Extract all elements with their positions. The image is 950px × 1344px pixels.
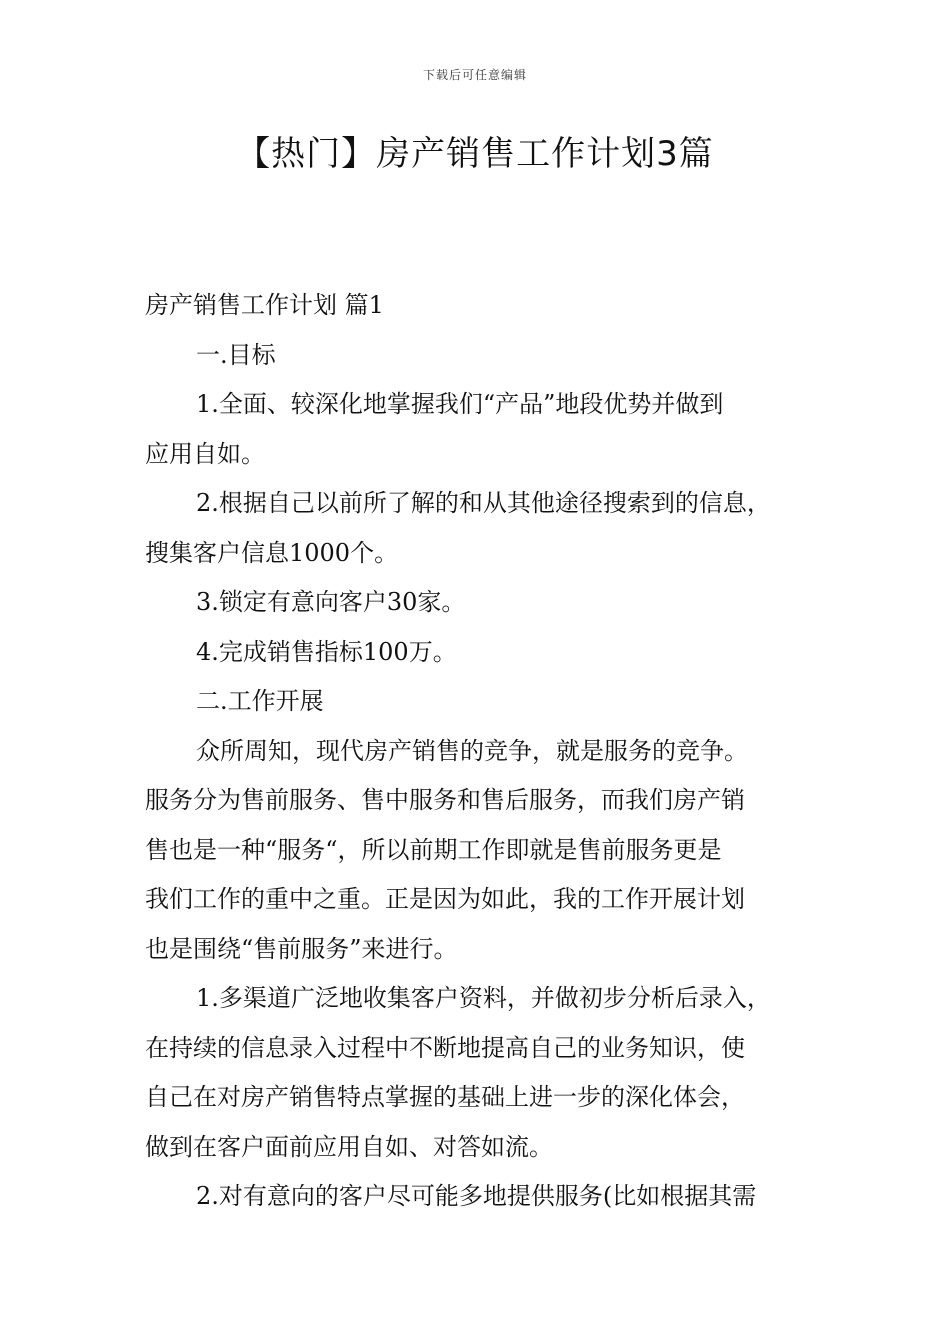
paragraph-line: 4.完成销售指标100万。 xyxy=(196,637,457,666)
subheading-goals: 一.目标 xyxy=(196,340,276,369)
section-heading: 房产销售工作计划 篇1 xyxy=(145,291,384,319)
paragraph-line: 售也是一种“服务“，所以前期工作即就是售前服务更是 xyxy=(145,835,722,864)
paragraph-line: 也是围绕“售前服务”来进行。 xyxy=(145,934,458,963)
paragraph-line: 在持续的信息录入过程中不断地提高自己的业务知识，使 xyxy=(145,1033,745,1062)
paragraph-line: 众所周知，现代房产销售的竞争，就是服务的竞争。 xyxy=(196,736,748,765)
paragraph-line: 2.对有意向的客户尽可能多地提供服务(比如根据其需 xyxy=(196,1182,757,1210)
subheading-work: 二.工作开展 xyxy=(196,687,324,715)
paragraph-line: 服务分为售前服务、售中服务和售后服务，而我们房产销 xyxy=(145,786,745,814)
paragraph-line: 1.多渠道广泛地收集客户资料，并做初步分析后录入， xyxy=(196,984,771,1012)
paragraph-line: 搜集客户信息1000个。 xyxy=(145,538,399,567)
paragraph-line: 我们工作的重中之重。正是因为如此，我的工作开展计划 xyxy=(145,885,745,913)
paragraph-line: 做到在客户面前应用自如、对答如流。 xyxy=(145,1132,553,1161)
paragraph-line: 应用自如。 xyxy=(145,439,265,468)
paragraph-line: 自己在对房产销售特点掌握的基础上进一步的深化体会， xyxy=(145,1083,745,1111)
paragraph-line: 3.锁定有意向客户30家。 xyxy=(196,588,466,616)
document-body xyxy=(145,281,810,1222)
document-title: 【热门】房产销售工作计划3篇 xyxy=(236,134,714,174)
paragraph-line: 2.根据自己以前所了解的和从其他途径搜索到的信息， xyxy=(196,489,771,517)
paragraph-line: 1.全面、较深化地掌握我们“产品”地段优势并做到 xyxy=(196,390,724,418)
header-note: 下载后可任意编辑 xyxy=(422,68,527,82)
